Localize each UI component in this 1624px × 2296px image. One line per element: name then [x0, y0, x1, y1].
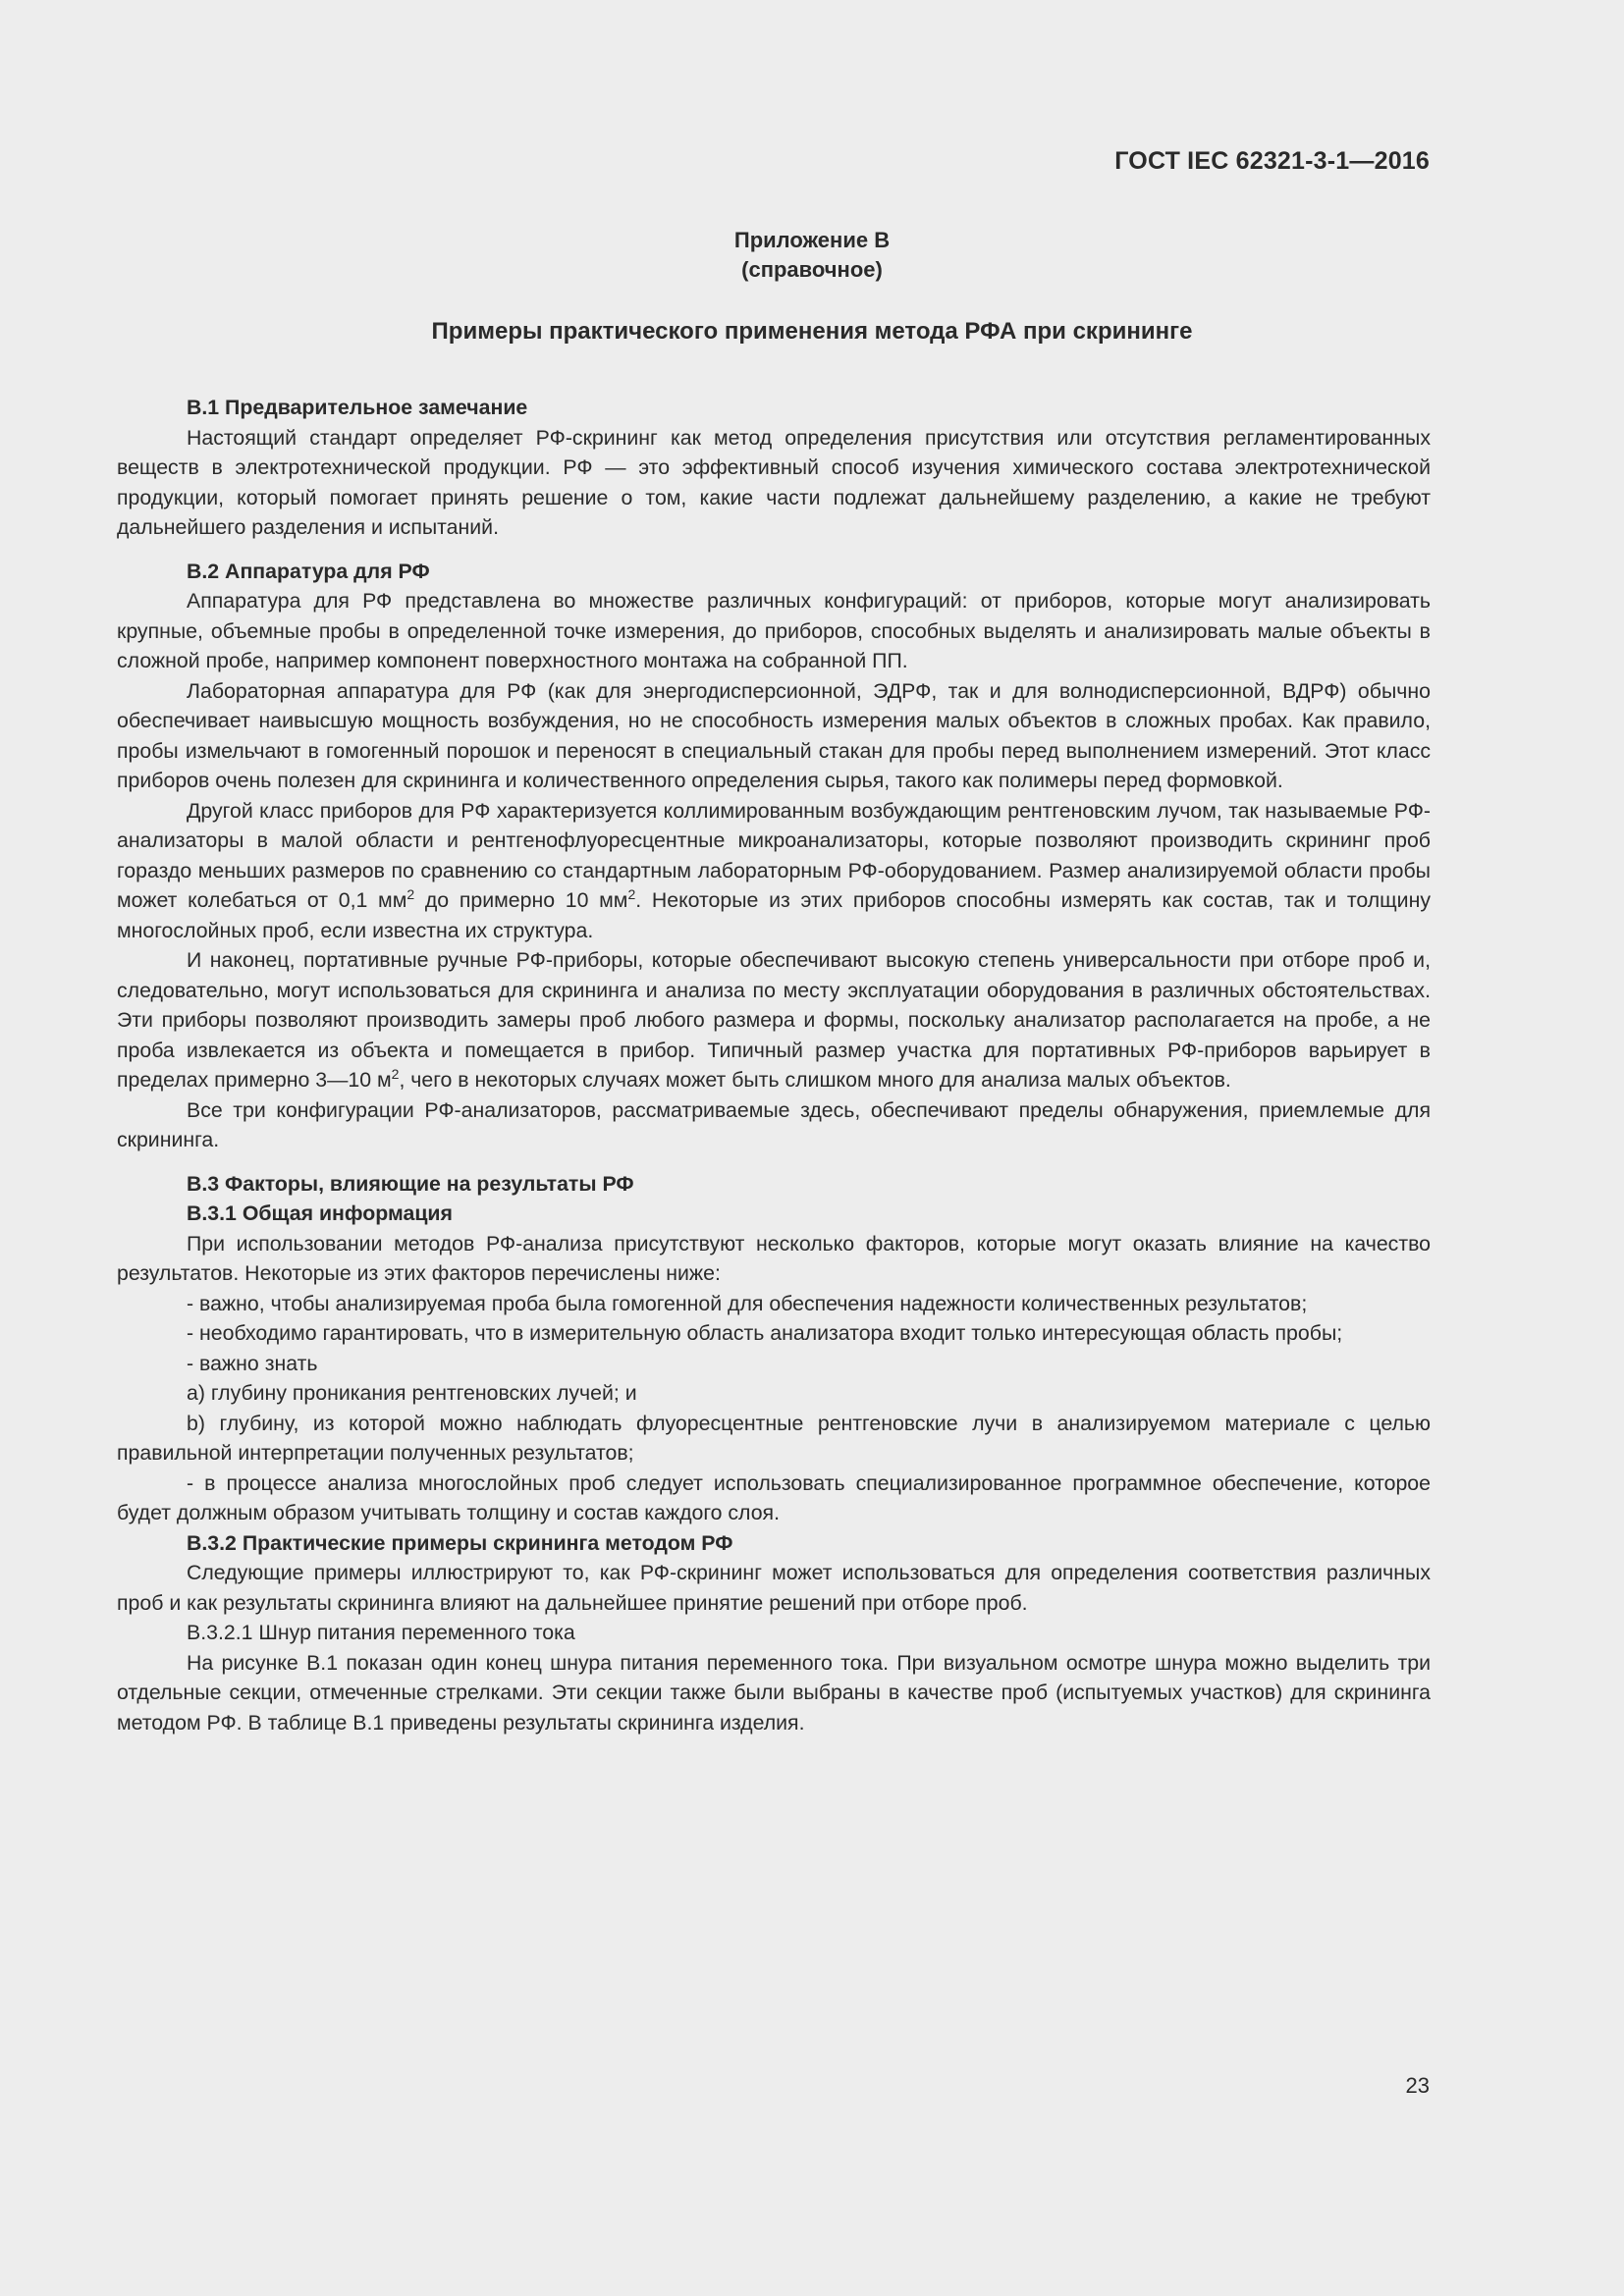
appendix-title: Приложение В — [733, 228, 891, 252]
section-heading-b2: В.2 Аппаратура для РФ — [187, 559, 430, 583]
paragraph-b321-1: На рисунке В.1 показан один конец шнура питания переменного тока. При визуальном осмотре шнура можно выделить три отдельные секции, отмеченные стрелками. Эти секции также были выбраны в качестве проб (испытуемых участков) для скрининга методом РФ. В таблице В.1 приведены результаты скрининга изделия. — [117, 1650, 1431, 1735]
superscript: 2 — [627, 885, 636, 902]
appendix-status: (справочное) — [741, 257, 883, 282]
list-item-b31-3b: b) глубину, из которой можно наблюдать флуоресцентные рентгеновские лучи в анализируемом материале с целью правильной интерпретации полученных результатов; — [117, 1411, 1431, 1465]
paragraph-b2-5: Все три конфигурации РФ-анализаторов, рассматриваемые здесь, обеспечивают пределы обнаружения, приемлемые для скрининга. — [117, 1097, 1431, 1151]
document-body — [117, 393, 1431, 1737]
list-item-b31-2: - необходимо гарантировать, что в измерительную область анализатора входит только интересующая область пробы; — [187, 1321, 1343, 1345]
list-item-b31-1: - важно, чтобы анализируемая проба была гомогенной для обеспечения надежности количественных результатов; — [187, 1291, 1308, 1315]
paragraph-b2-4 — [117, 945, 1431, 1095]
appendix-heading: Примеры практического применения метода РФА при скрининге — [431, 318, 1193, 345]
section-heading-b1: В.1 Предварительное замечание — [187, 396, 528, 419]
superscript: 2 — [391, 1065, 400, 1082]
page-number: 23 — [1405, 2073, 1430, 2098]
paragraph-b31-1: При использовании методов РФ-анализа присутствуют несколько факторов, которые могут оказать влияние на качество результатов. Некоторые из этих факторов перечислены ниже: — [117, 1231, 1431, 1285]
paragraph-b1-1: Настоящий стандарт определяет РФ-скрининг как метод определения присутствия или отсутствия регламентированных веществ в электротехнической продукции. РФ — это эффективный способ изучения химического состава электротехнической продукции, который помогает принять решение о том, какие части подлежат дальнейшему разделению, а какие не требуют дальнейшего разделения и испытаний. — [117, 425, 1431, 539]
paragraph-b2-4-part-a: И наконец, портативные ручные РФ-приборы, которые обеспечивают высокую степень универсальности при отборе проб и, следовательно, могут использоваться для скрининга и анализа по месту эксплуатации оборудования в различных обстоятельствах. Эти приборы позволяют производить замеры проб любого размера и формы, поскольку анализатор располагается на пробе, а не проба извлекается из объекта и помещается в прибор. Типичный размер участка для портативных РФ-приборов варьирует в пределах примерно 3—10 м — [117, 948, 1431, 1092]
paragraph-b32-1: Следующие примеры иллюстрируют то, как РФ-скрининг может использоваться для определения соответствия различных проб и как результаты скрининга влияют на дальнейшее принятие решений при отборе проб. — [117, 1561, 1431, 1615]
paragraph-b2-4-part-b: , чего в некоторых случаях может быть слишком много для анализа малых объектов. — [399, 1068, 1231, 1092]
paragraph-b2-3-part-c: . Некоторые из этих приборов способны измерять как состав, так и толщину многослойных проб, если известна их структура. — [117, 888, 1431, 942]
list-item-b31-3a: а) глубину проникания рентгеновских лучей; и — [187, 1381, 637, 1405]
paragraph-b2-3-part-a: Другой класс приборов для РФ характеризуется коллимированным возбуждающим рентгеновским лучом, так называемые РФ-анализаторы в малой области и рентгенофлуоресцентные микроанализаторы, которые позволяют производить скрининг проб гораздо меньших размеров по сравнению со стандартным лабораторным РФ-оборудованием. Размер анализируемой области пробы может колебаться от 0,1 мм — [117, 798, 1431, 912]
paragraph-b2-3 — [117, 796, 1431, 946]
paragraph-b2-2: Лабораторная аппаратура для РФ (как для энергодисперсионной, ЭДРФ, так и для волнодисперсионной, ВДРФ) обычно обеспечивает наивысшую мощность возбуждения, но не способность измерения малых объектов в сложных пробах. Как правило, пробы измельчают в гомогенный порошок и переносят в специальный стакан для пробы перед выполнением измерений. Этот класс приборов очень полезен для скрининга и количественного определения сырья, такого как полимеры перед формовкой. — [117, 678, 1431, 792]
superscript: 2 — [406, 885, 415, 902]
subsection-heading-b32: В.3.2 Практические примеры скрининга методом РФ — [187, 1530, 733, 1555]
section-heading-b3: В.3 Факторы, влияющие на результаты РФ — [187, 1171, 634, 1196]
subsection-heading-b321: В.3.2.1 Шнур питания переменного тока — [187, 1621, 575, 1644]
paragraph-b2-3-part-b: до примерно 10 мм — [414, 888, 628, 912]
list-item-b31-3: - важно знать — [187, 1351, 318, 1375]
subsection-heading-b31: В.3.1 Общая информация — [187, 1201, 453, 1225]
list-item-b31-4: - в процессе анализа многослойных проб следует использовать специализированное программное обеспечение, которое будет должным образом учитывать толщину и состав каждого слоя. — [117, 1470, 1431, 1524]
paragraph-b2-1: Аппаратура для РФ представлена во множестве различных конфигураций: от приборов, которые могут анализировать крупные, объемные пробы в определенной точке измерения, до приборов, способных выделять и анализировать малые объекты в сложной пробе, например компонент поверхностного монтажа на собранной ПП. — [117, 589, 1431, 672]
document-code: ГОСТ IEC 62321-3-1—2016 — [1114, 147, 1430, 175]
